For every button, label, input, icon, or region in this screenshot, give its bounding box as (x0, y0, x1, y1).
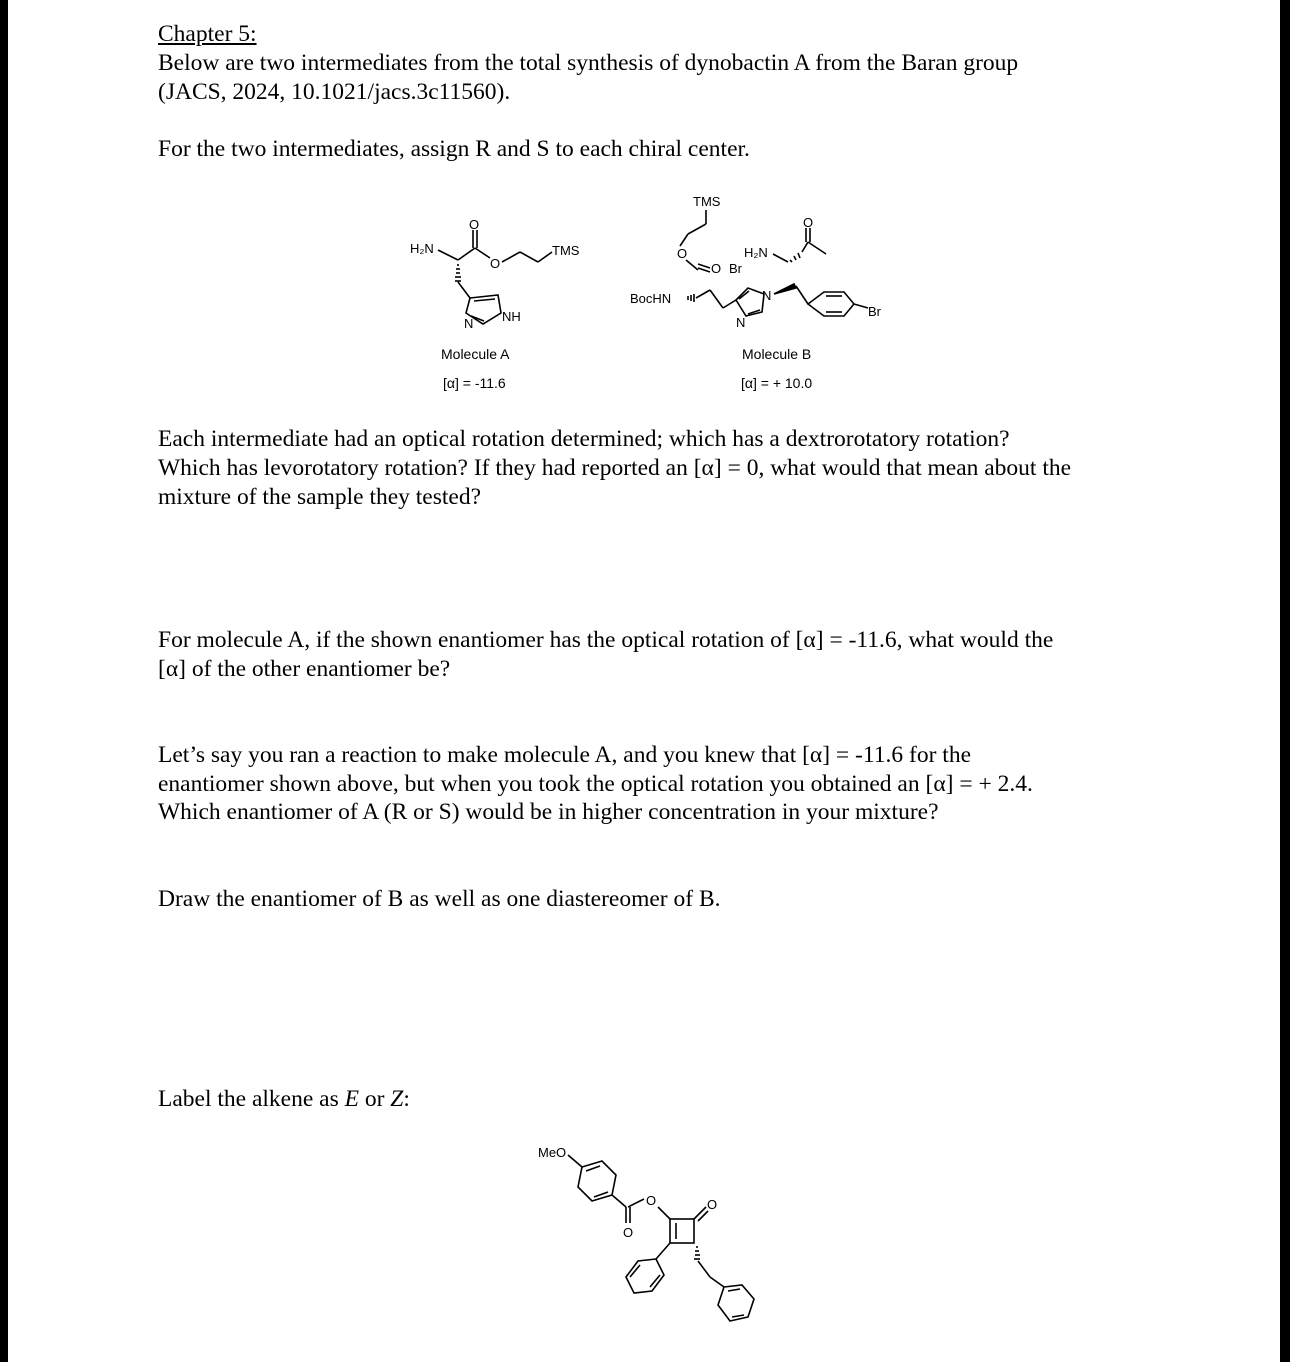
mol-a-bond (474, 299, 495, 301)
alkene-prefix: Label the alkene as (158, 1086, 345, 1112)
mol-c-atom-meo: MeO (538, 1145, 567, 1160)
molecule-b-label: Molecule B (742, 346, 812, 362)
mol-a-hashed-wedge (455, 265, 461, 281)
mol-b-imidazole-ring (736, 288, 764, 316)
mol-a-atom-n: N (464, 316, 474, 331)
mol-b-bond (680, 234, 688, 246)
mol-b-bond (802, 242, 808, 252)
intro-line-1: Below are two intermediates from the total synthesis of dynobactin A from the Baran group (158, 50, 1019, 76)
question-mixture-line-3: Which enantiomer of A (R or S) would be in higher concentration in your mixture? (158, 799, 939, 825)
mol-b-bond (696, 290, 710, 298)
mol-b-atom-h2n: H₂N (744, 245, 768, 260)
alkene-suffix: : (403, 1086, 410, 1112)
mol-b-atom-o-top: O (803, 215, 814, 230)
alkene-e: E (344, 1086, 359, 1112)
question-rotation-line-3: mixture of the sample they tested? (158, 484, 482, 510)
mol-b-atom-tms: TMS (693, 194, 721, 209)
question-rotation-line-2: Which has levorotatory rotation? If they had reported an [α] = 0, what would that mean about the (158, 455, 1072, 481)
chapter-heading: Chapter 5: (158, 21, 257, 47)
molecule-a-rotation: [α] = -11.6 (443, 375, 506, 391)
question-mixture-line-1: Let’s say you ran a reaction to make molecule A, and you knew that [α] = -11.6 for the (158, 742, 971, 768)
mol-c-bond (630, 1265, 640, 1277)
mol-c-bond (728, 1289, 740, 1291)
mol-c-bond (732, 1315, 744, 1317)
mol-a-bond (475, 248, 490, 258)
mol-b-atom-br-inner: Br (729, 261, 742, 276)
mol-c-bond (586, 1166, 600, 1171)
mol-b-bond (854, 304, 868, 308)
molecule-b-rotation: [α] = + 10.0 (741, 375, 813, 391)
mol-c-atom-o-ketone: O (707, 1197, 718, 1212)
mol-b-bond (698, 264, 710, 268)
mol-c-bond (628, 1199, 644, 1207)
mol-c-bond (612, 1195, 626, 1207)
mol-a-bond (538, 252, 552, 262)
mol-b-atom-o1: O (677, 246, 688, 261)
mol-b-bond (773, 254, 788, 262)
question-draw-enantiomer: Draw the enantiomer of B as well as one diastereomer of B. (158, 886, 721, 912)
mol-b-bond (710, 290, 723, 308)
question-alkene-label (158, 1085, 410, 1114)
mol-c-bond (694, 1207, 706, 1219)
mol-c-atom-o-ester: O (646, 1193, 657, 1208)
question-enantiomer-line-1: For molecule A, if the shown enantiomer has the optical rotation of [α] = -11.6, what would the (158, 627, 1054, 653)
mol-a-atom-o-ester: O (490, 256, 501, 271)
molecule-c-structure (528, 1135, 768, 1340)
mol-c-hashed-wedge (694, 1247, 700, 1259)
mol-c-bond (710, 1277, 724, 1287)
mol-b-hashed-wedge (688, 294, 694, 302)
mol-c-bond (568, 1155, 582, 1167)
mol-a-atom-h2n: H₂N (410, 241, 434, 256)
mol-a-atom-o-top: O (469, 217, 480, 232)
mol-c-bond (698, 1261, 710, 1277)
molecule-b-structure (618, 190, 898, 340)
mol-c-bond (658, 1207, 670, 1219)
alkene-z: Z (390, 1086, 404, 1112)
mol-a-bond (458, 282, 470, 298)
mol-b-atom-o2: O (711, 261, 722, 276)
mol-b-atom-n1: N (762, 288, 772, 303)
mol-b-solid-wedge (774, 284, 796, 294)
mol-b-bond (686, 260, 698, 270)
mol-b-atom-n2: N (736, 315, 746, 330)
mol-a-bond (438, 250, 458, 260)
mol-c-cyclobutene-ring (670, 1219, 694, 1243)
mol-c-bond (650, 1275, 660, 1287)
mol-b-hashed-wedge (790, 253, 800, 262)
mol-b-bond (698, 268, 710, 272)
mol-c-atom-o-carbonyl: O (623, 1225, 634, 1240)
question-mixture-line-2: enantiomer shown above, but when you took the optical rotation you obtained an [α] = + 2.4. (158, 771, 1033, 797)
alkene-middle: or (358, 1086, 391, 1112)
mol-a-bond (502, 252, 520, 262)
mol-a-bond (458, 248, 475, 260)
intro-line-2: (JACS, 2024, 10.1021/jacs.3c11560). (158, 79, 511, 105)
mol-b-bond (796, 286, 808, 304)
mol-b-bond (688, 224, 706, 234)
molecule-a-structure (398, 210, 598, 330)
mol-c-bond (656, 1243, 670, 1259)
question-enantiomer-line-2: [α] of the other enantiomer be? (158, 656, 451, 682)
document-page (8, 0, 1280, 1362)
question-rotation-line-1: Each intermediate had an optical rotation determined; which has a dextrorotatory rotation? (158, 426, 1010, 452)
mol-b-atom-br-outer: Br (868, 304, 881, 319)
mol-a-atom-tms: TMS (552, 243, 580, 258)
mol-b-bond (808, 242, 826, 254)
mol-b-bond (723, 300, 736, 308)
mol-a-atom-nh: NH (502, 309, 521, 324)
question-assign-rs: For the two intermediates, assign R and S to each chiral center. (158, 136, 750, 162)
molecule-a-label: Molecule A (441, 346, 510, 362)
mol-a-bond (520, 252, 538, 262)
mol-b-atom-bochn: BocHN (630, 291, 672, 306)
